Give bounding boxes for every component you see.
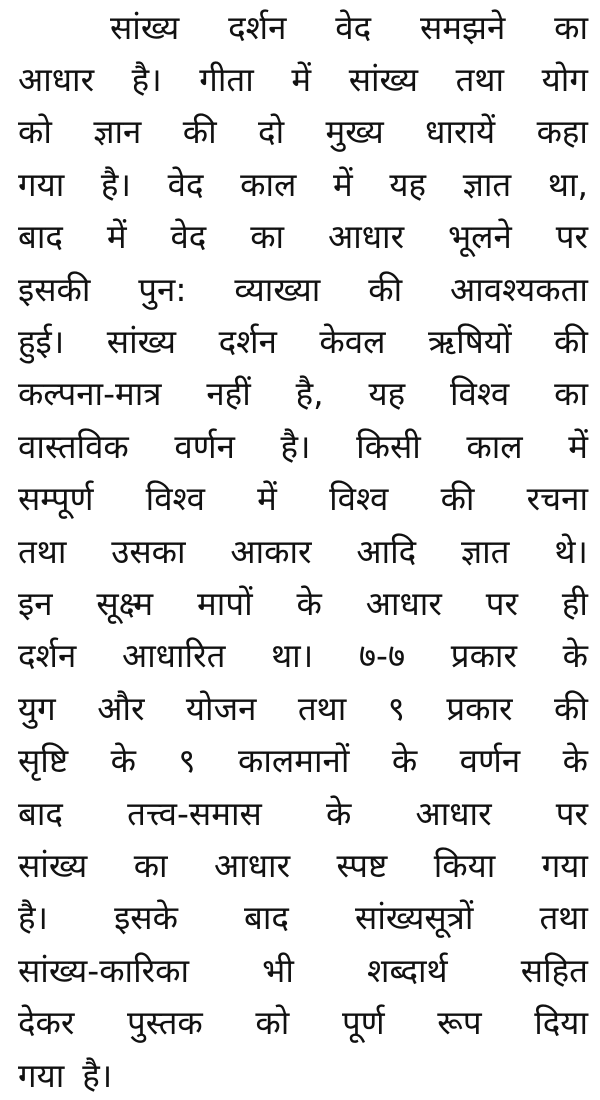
text-line (18, 786, 588, 838)
word: के (562, 636, 588, 676)
word: कल्पना-मात्र (18, 374, 162, 414)
word: वर्णन (174, 426, 235, 466)
word: पर (555, 793, 588, 833)
word: उसका (111, 531, 186, 571)
word: सांख्य-कारिका (18, 950, 190, 990)
word: पर (485, 583, 518, 623)
word: का (554, 374, 588, 414)
word: दर्शन (218, 322, 277, 362)
word: वेद (335, 7, 372, 47)
word: तथा (539, 898, 588, 938)
word: तत्त्व-समास (127, 793, 262, 833)
word: की (182, 112, 217, 152)
word: केवल (319, 322, 386, 362)
word: आधार (214, 845, 291, 885)
word: सांख्य (110, 7, 180, 47)
word: रूप (437, 1003, 482, 1043)
text-line (18, 52, 588, 104)
word: काल (466, 426, 523, 466)
word: बाद (244, 898, 289, 938)
text-line (18, 314, 588, 366)
word: पर (555, 217, 588, 257)
word: पुस्तक (127, 1003, 203, 1043)
word: सूक्ष्म (96, 583, 154, 623)
text-line (18, 733, 588, 785)
word: तथा (297, 688, 347, 728)
word: की (554, 688, 588, 728)
word: किया (433, 845, 496, 885)
text-line (18, 419, 588, 471)
word: विश्व (329, 479, 389, 519)
word: ज्ञान (93, 112, 142, 152)
text-line (18, 576, 588, 628)
text-line (18, 995, 588, 1047)
word: सम्पूर्ण (18, 479, 94, 519)
word: आधार (328, 217, 405, 257)
word: यह (368, 374, 406, 414)
word: की (368, 269, 403, 309)
word: है। (82, 1055, 113, 1095)
text-line (18, 524, 588, 576)
word: गया (18, 164, 65, 204)
word: स्पष्ट (336, 845, 388, 885)
word: मापों (197, 583, 253, 623)
text-line (18, 210, 588, 262)
word: ऋषियों (428, 322, 512, 362)
word: इसके (114, 898, 178, 938)
text-line (18, 472, 588, 524)
word: की (554, 322, 588, 362)
word: था। (271, 636, 314, 676)
word: वास्तविक (18, 426, 129, 466)
word: आधारित (121, 636, 226, 676)
text-line (18, 891, 588, 943)
word: के (391, 741, 418, 781)
word: काल (240, 164, 297, 204)
text-line (18, 838, 588, 890)
word: आधार (415, 793, 492, 833)
word: तथा (18, 531, 67, 571)
word: आधार (18, 60, 95, 100)
word: कहा (536, 112, 588, 152)
text-line (18, 681, 588, 733)
word: थे। (554, 531, 588, 571)
word: भी (262, 950, 294, 990)
word: हुई। (18, 322, 65, 362)
word: भूलने (447, 217, 512, 257)
word: दो (258, 112, 285, 152)
word: का (250, 217, 285, 257)
word: सृष्टि (18, 741, 69, 781)
word: बाद (18, 793, 63, 833)
word: ज्ञात (460, 531, 510, 571)
word: दर्शन (228, 7, 287, 47)
word: ९ (387, 688, 405, 728)
word: आधार (365, 583, 442, 623)
word: बाद (18, 217, 63, 257)
word: तथा (455, 60, 505, 100)
word: व्याख्या (234, 269, 321, 309)
word: सांख्य (348, 60, 419, 100)
word: है। (100, 164, 131, 204)
word: युग (18, 688, 56, 728)
word: में (291, 60, 312, 100)
word: है। (131, 60, 162, 100)
word: वर्णन (459, 741, 521, 781)
word: आवश्यकता (450, 269, 588, 309)
text-line (18, 1048, 588, 1100)
word: योग (541, 60, 588, 100)
word: कालमानों (237, 741, 350, 781)
word: को (18, 112, 52, 152)
word: प्रकार (450, 636, 517, 676)
word: गया (18, 1055, 65, 1095)
word: के (562, 741, 588, 781)
text-line (18, 262, 588, 314)
word: देकर (18, 1003, 75, 1043)
word: के (325, 793, 352, 833)
text-line (18, 157, 588, 209)
word: में (568, 426, 588, 466)
word: के (110, 741, 136, 781)
word: सहित (520, 950, 588, 990)
word: मुख्य (325, 112, 384, 152)
word: है। (280, 426, 311, 466)
word: में (333, 164, 353, 204)
word: और (97, 688, 145, 728)
word: का (554, 7, 588, 47)
word: सांख्य (18, 845, 88, 885)
word: प्रकार (446, 688, 513, 728)
word: इन (18, 583, 53, 623)
word: किसी (356, 426, 421, 466)
text-line (18, 943, 588, 995)
word: का (133, 845, 168, 885)
word: ७-७ (358, 636, 406, 676)
word: नहीं (206, 374, 251, 414)
word: के (296, 583, 322, 623)
word: वेद (167, 164, 204, 204)
word: की (440, 479, 475, 519)
word: यह (389, 164, 427, 204)
word: इसकी (18, 269, 91, 309)
word: में (106, 217, 127, 257)
word: धारायें (425, 112, 496, 152)
word: ९ (178, 741, 196, 781)
word: रचना (526, 479, 588, 519)
word: पुन: (138, 269, 187, 309)
word: पूर्ण (341, 1003, 385, 1043)
word: वेद (170, 217, 207, 257)
word: समझने (419, 7, 506, 47)
word: ही (561, 583, 588, 623)
word: दर्शन (18, 636, 77, 676)
word: गया (541, 845, 588, 885)
word: था, (547, 164, 588, 204)
word: शब्दार्थ (367, 950, 448, 990)
word: सांख्य (106, 322, 177, 362)
word: आदि (356, 531, 417, 571)
word: गीता (199, 60, 254, 100)
word: में (257, 479, 277, 519)
word: दिया (534, 1003, 588, 1043)
word: को (255, 1003, 290, 1043)
text-line (18, 629, 588, 681)
text-line (18, 0, 588, 52)
text-line (18, 105, 588, 157)
word: आकार (230, 531, 312, 571)
word: विश्व (449, 374, 510, 414)
text-line (18, 367, 588, 419)
word: सांख्यसूत्रों (355, 898, 474, 938)
word: है, (295, 374, 324, 414)
paragraph (18, 0, 588, 1100)
word: है। (18, 898, 49, 938)
word: ज्ञात (462, 164, 512, 204)
word: योजन (185, 688, 257, 728)
word: विश्व (145, 479, 205, 519)
